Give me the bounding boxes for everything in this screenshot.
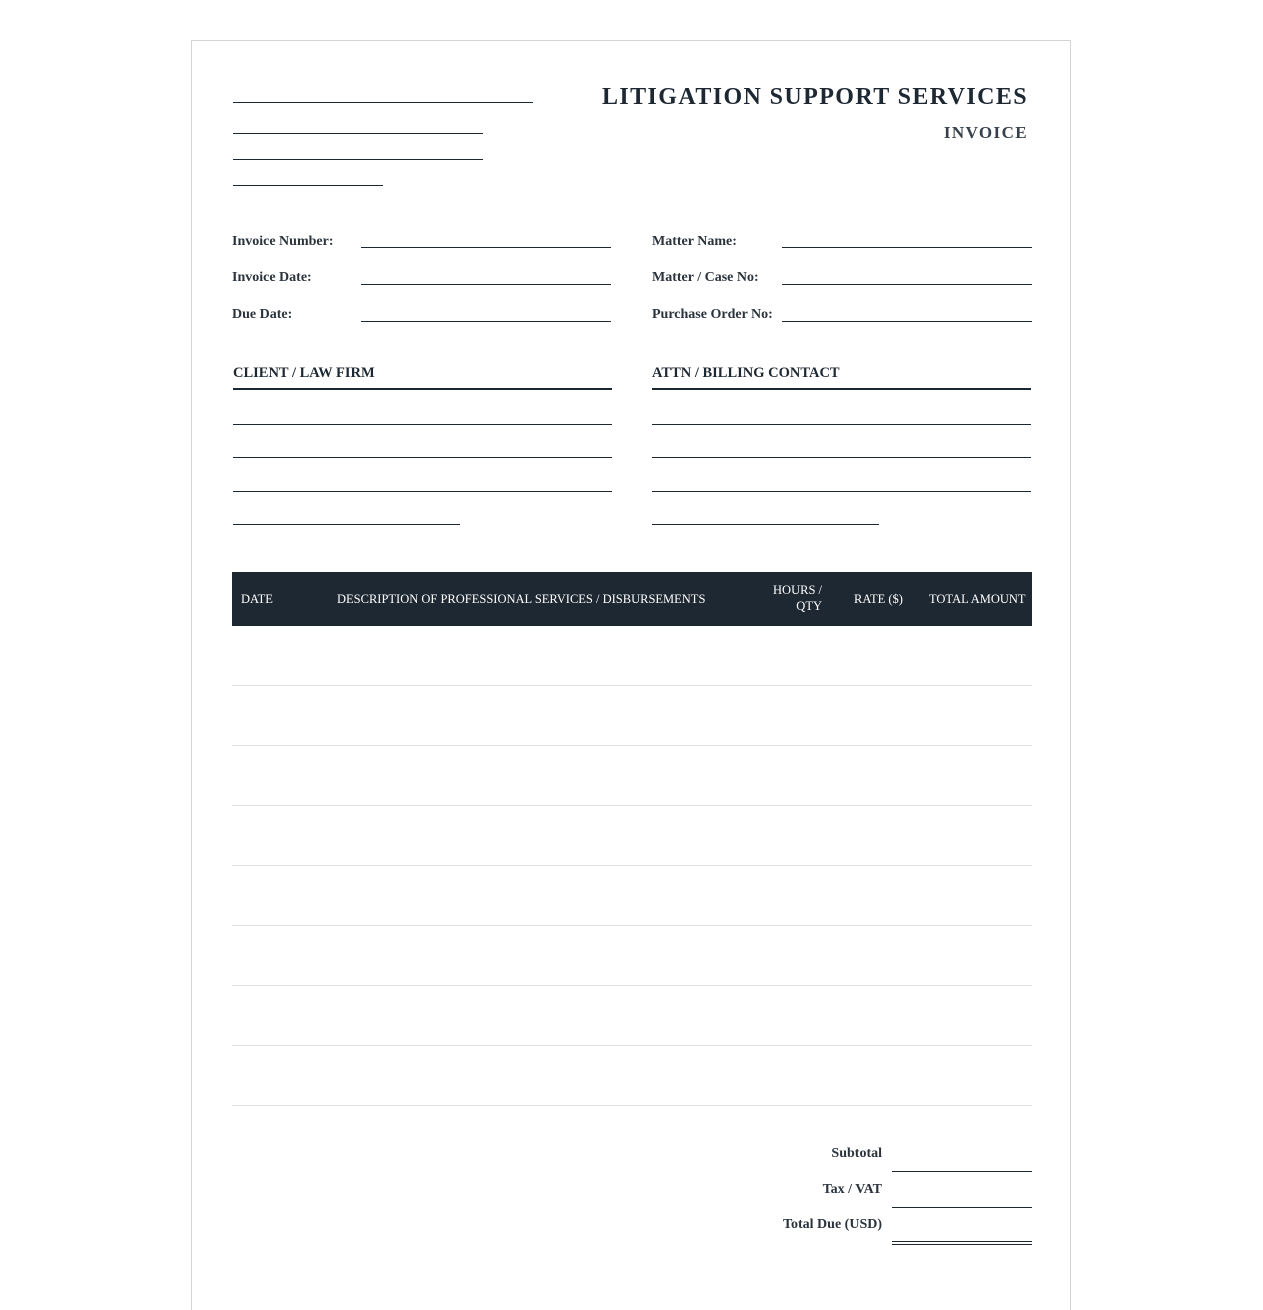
due-date-field[interactable]: [361, 321, 611, 322]
table-row[interactable]: [232, 685, 1032, 686]
client-heading: CLIENT / LAW FIRM: [233, 365, 375, 381]
client-line-2[interactable]: [233, 457, 612, 458]
matter-case-no-label: Matter / Case No:: [652, 270, 759, 285]
total-due-field[interactable]: [892, 1241, 1032, 1245]
attn-line-1[interactable]: [652, 424, 1031, 425]
client-heading-rule: [233, 388, 612, 390]
invoice-date-field[interactable]: [361, 284, 611, 285]
table-row[interactable]: [232, 745, 1032, 746]
due-date-label: Due Date:: [232, 307, 293, 322]
total-due-label: Total Due (USD): [782, 1217, 882, 1232]
company-title: LITIGATION SUPPORT SERVICES: [602, 84, 1028, 110]
attn-heading: ATTN / BILLING CONTACT: [652, 365, 840, 381]
tax-field[interactable]: [892, 1207, 1032, 1208]
sender-address-line-1[interactable]: [233, 102, 533, 103]
sender-address-line-2[interactable]: [233, 133, 483, 134]
purchase-order-field[interactable]: [782, 321, 1032, 322]
table-row[interactable]: [232, 1105, 1032, 1106]
table-row[interactable]: [232, 865, 1032, 866]
column-description: DESCRIPTION OF PROFESSIONAL SERVICES / DISBURSEMENTS: [337, 592, 706, 606]
invoice-number-label: Invoice Number:: [232, 234, 334, 249]
tax-label: Tax / VAT: [822, 1182, 882, 1197]
sender-address-line-4[interactable]: [233, 185, 383, 186]
client-line-3[interactable]: [233, 491, 612, 492]
document-type: INVOICE: [943, 123, 1028, 142]
attn-heading-rule: [652, 388, 1031, 390]
column-total-amount: TOTAL AMOUNT: [929, 592, 1026, 606]
matter-case-no-field[interactable]: [782, 284, 1032, 285]
column-date: DATE: [241, 592, 273, 606]
attn-line-3[interactable]: [652, 491, 1031, 492]
column-hours-qty: [762, 582, 822, 614]
matter-name-label: Matter Name:: [652, 234, 737, 249]
column-rate: RATE ($): [854, 592, 903, 606]
invoice-date-label: Invoice Date:: [232, 270, 312, 285]
invoice-page: [191, 40, 1071, 1310]
attn-line-4[interactable]: [652, 524, 879, 525]
purchase-order-label: Purchase Order No:: [652, 307, 773, 322]
client-line-1[interactable]: [233, 424, 612, 425]
table-row[interactable]: [232, 1045, 1032, 1046]
matter-name-field[interactable]: [782, 247, 1032, 248]
sender-address-line-3[interactable]: [233, 159, 483, 160]
table-row[interactable]: [232, 805, 1032, 806]
invoice-number-field[interactable]: [361, 247, 611, 248]
line-items-table-header: [232, 572, 1032, 626]
column-hours-qty-line1: HOURS /: [773, 583, 822, 597]
subtotal-field[interactable]: [892, 1171, 1032, 1172]
subtotal-label: Subtotal: [831, 1146, 882, 1161]
table-row[interactable]: [232, 925, 1032, 926]
column-hours-qty-line2: QTY: [796, 599, 822, 613]
client-line-4[interactable]: [233, 524, 460, 525]
attn-line-2[interactable]: [652, 457, 1031, 458]
table-row[interactable]: [232, 985, 1032, 986]
